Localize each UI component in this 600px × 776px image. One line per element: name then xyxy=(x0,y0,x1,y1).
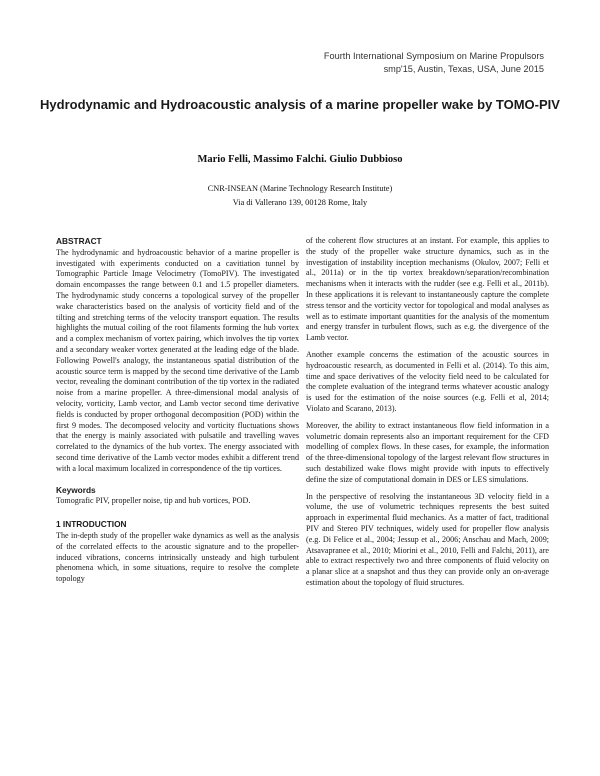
affiliation-institute: CNR-INSEAN (Marine Technology Research Institute) xyxy=(207,184,393,193)
body-paragraph: of the coherent flow structures at an instant. For example, this applies to the study of the propeller wake structure dynamics, such as in the investigation of instability inception mechanisms (Okulov, 2007; Felli et al., 2011a) or in the tip vortex breakdown/separation/recombination mechanisms when it interacts with the rudder (see e.g. Felli et al., 2011b). In these applications it is relevant to instantaneously capture the complete stress tensor and the vorticity vector for topological and modal analyses as well as to estimate important quantities for the analysis of the momentum and energy transfer in turbulent flows, such as e.g. the divergence of the Lamb vector. xyxy=(306,236,549,343)
conference-header xyxy=(244,50,544,76)
introduction-text: The in-depth study of the propeller wake dynamics as well as the analysis of the correlated effects to the acoustic signature and to the propeller-induced vibrations, concerns intrinsically unsteady and high turbulent phenomena which, in some situations, require to resolve the complete topology xyxy=(56,530,299,584)
body-paragraph: In the perspective of resolving the instantaneous 3D velocity field in a volume, the use of volumetric techniques represents the best suited approach in experimental fluid mechanics. As a matter of fact, traditional PIV and Stereo PIV techniques, widely used for propeller flow analysis (e.g. Di Felice et al., 2004; Jessup et al., 2006; Anschau and Mach, 2009; Atsavapranee et al., 2010; Miorini et al., 2010, Felli and Falchi, 2011), are able to extract respectively two and three components of fluid velocity on a planar slice at a snapshot and thus they can provide only an on-average estimation about the topology of fluid structures. xyxy=(306,491,549,587)
abstract-heading: ABSTRACT xyxy=(56,236,102,246)
author-list: Mario Felli, Massimo Falchi. Giulio Dubbioso xyxy=(197,154,403,165)
abstract-text: The hydrodynamic and hydroacoustic behavior of a marine propeller is investigated with experiments conducted on a cavitiation tunnel by Tomographic Particle Image Velocimetry (TomoPIV). The investigated domain encompasses the range between 0.1 and 1.5 propeller diameters. The hydrodynamic study concerns a topological survey of the propeller wake characteristics based on the analysis of vorticity field and of the tilting and stretching terms of the velocity transport equation. The results highlights the mutual coiling of the root filaments forming the hub vortex and a complex mechanism of vortex pairing, which involves the tip vortex and a secondary weaker vortex generated at the leading edge of the blade. Following Powell's analogy, the instantaneous spatial distribution of the acoustic source term is mapped by the second time derivative of the Lamb vector, revealing the dominant contribution of the tip vortex in the radiated noise from a marine propeller. A three-dimensional modal analysis of velocity, vorticity, Lamb vector, and Lamb vector second time derivative fields is conducted by proper orthogonal decomposition (POD) within the first 9 modes. The decomposed velocity and vorticity fluctuations shows that the energy is mainly associated with pulsatile and travelling waves correlated to the dynamics of the hub vortex. The energy associated with second time derivative of the Lamb vector modes exhibit a different trend with a local maximum localized in correspondence of the tip vortices. xyxy=(56,247,299,473)
conference-details: smp'15, Austin, Texas, USA, June 2015 xyxy=(383,64,544,74)
left-column xyxy=(56,236,299,591)
introduction-heading: 1 INTRODUCTION xyxy=(56,519,127,530)
conference-name: Fourth International Symposium on Marine Propulsors xyxy=(323,51,544,61)
right-column xyxy=(306,236,549,595)
body-paragraph: Another example concerns the estimation of the acoustic sources in hydroacoustic research, as documented in Felli et al. (2014). To this aim, time and space derivatives of the velocity field need to be calculated for the complete evaluation of the integrand terms whatever acoustic analogy is used for the estimation of the noise sources (e.g. Felli et al, 2014; Violato and Scarano, 2013). xyxy=(306,349,549,413)
keywords-heading: Keywords xyxy=(56,484,96,495)
affiliation-address: Via di Vallerano 139, 00128 Rome, Italy xyxy=(232,198,368,207)
affiliation xyxy=(0,182,600,210)
body-paragraph: Moreover, the ability to extract instantaneous flow field information in a volumetric domain represents also an important requirement for the CFD modelling of complex flows. In these cases, for example, the information of the three-dimensional topology of the largest relevant flow structures in such destabilized wake flows might provide with inputs to effectively define the size of computational domain in DES or LES simulations. xyxy=(306,420,549,484)
paper-title: Hydrodynamic and Hydroacoustic analysis of a marine propeller wake by TOMO-PIV xyxy=(40,97,560,112)
keywords-text: Tomografic PIV, propeller noise, tip and hub vortices, POD. xyxy=(56,496,251,506)
